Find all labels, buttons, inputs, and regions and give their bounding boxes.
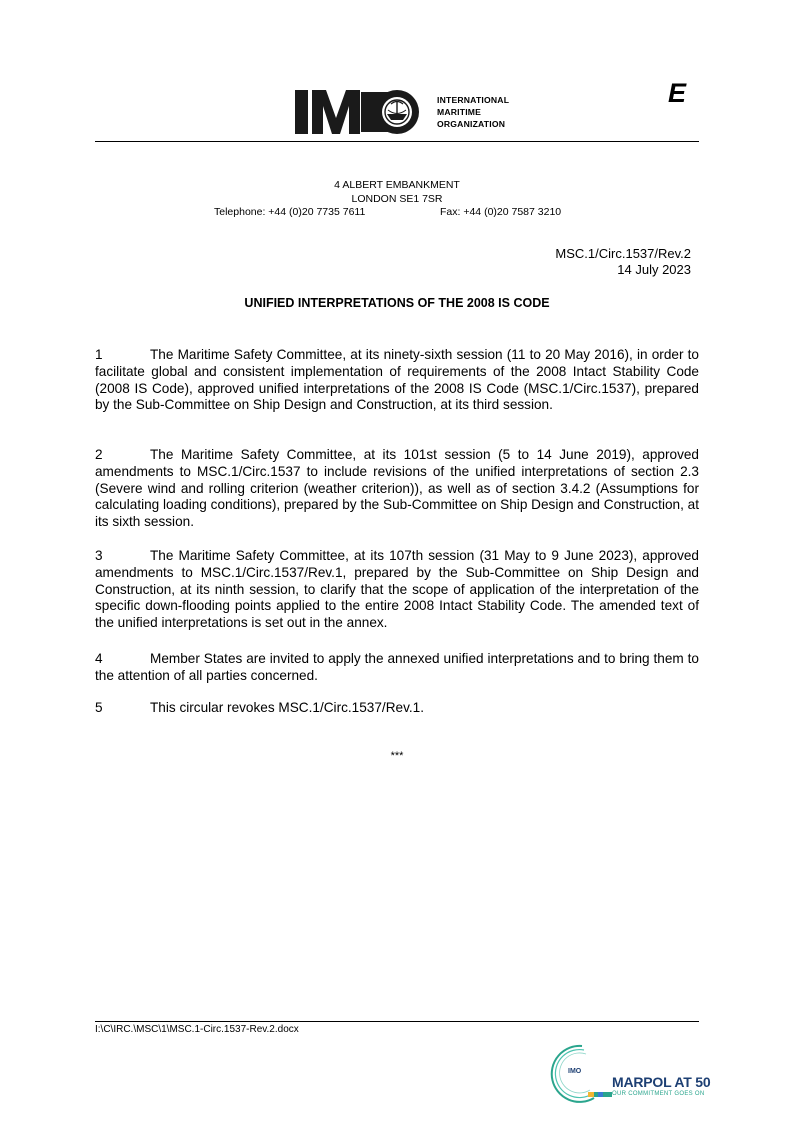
paragraph-1 (95, 347, 699, 414)
marpol-at-50-badge (548, 1040, 711, 1106)
paragraph-text: The Maritime Safety Committee, at its 101st session (5 to 14 June 2019), approved amendments to MSC.1/Circ.1537 to include revisions of the unified interpretations of section 2.3 (Severe wind and rolling criterion (weather criterion)), as well as of section 3.4.2 (Assumptions for calculating loading conditions), prepared by the Sub-Committee on Ship Design and Construction, at its sixth session. (95, 447, 699, 530)
paragraph-number: 1 (95, 347, 103, 362)
language-indicator: E (668, 78, 687, 108)
file-path: I:\C\IRC.\MSC\1\MSC.1-Circ.1537-Rev.2.docx (95, 1024, 299, 1035)
org-line-organization: ORGANIZATION (437, 119, 506, 129)
org-line-maritime: MARITIME (437, 107, 482, 117)
imo-logo-mark (295, 90, 435, 136)
org-line-international: INTERNATIONAL (437, 95, 510, 105)
paragraph-3 (95, 548, 699, 632)
paragraph-text: This circular revokes MSC.1/Circ.1537/Rev.1. (150, 700, 424, 715)
address-line1: 4 ALBERT EMBANKMENT (334, 179, 460, 191)
marpol-imo-mark: IMO (568, 1068, 582, 1075)
paragraph-5 (95, 700, 699, 717)
paragraph-text: The Maritime Safety Committee, at its ninety-sixth session (11 to 20 May 2016), in order to facilitate global and consistent implementation of requirements of the 2008 Intact Stability Code (2008 IS Code), approved unified interpretations of the 2008 IS Code (MSC.1/Circ.1537), prepared by the Sub-Committee on Ship Design and Construction, at its third session. (95, 347, 699, 413)
paragraph-2 (95, 447, 699, 531)
paragraph-number: 5 (95, 700, 103, 715)
paragraph-number: 3 (95, 548, 103, 563)
imo-logo (295, 90, 535, 136)
address-line2: LONDON SE1 7SR (351, 193, 443, 205)
document-reference (555, 246, 691, 278)
fax: Fax: +44 (0)20 7587 3210 (440, 206, 562, 218)
document-date: 14 July 2023 (617, 262, 691, 277)
document-number: MSC.1/Circ.1537/Rev.2 (555, 246, 691, 261)
paragraph-number: 2 (95, 447, 103, 462)
header-divider (95, 141, 699, 142)
paragraph-text: The Maritime Safety Committee, at its 107th session (31 May to 9 June 2023), approved amendments to MSC.1/Circ.1537/Rev.1, prepared by the Sub-Committee on Ship Design and Construction, at its ninth session, to clarify that the scope of application of the interpretation of the specific down-flooding points applied to the entire 2008 Intact Stability Code. The amended text of the unified interpretations is set out in the annex. (95, 548, 699, 631)
paragraph-text: Member States are invited to apply the annexed unified interpretations and to bring them to the attention of all parties concerned. (95, 651, 699, 683)
footer-divider (95, 1021, 699, 1022)
marpol-title: MARPOL AT 50 (612, 1074, 711, 1090)
section-separator: *** (390, 750, 404, 762)
organization-name (437, 94, 509, 130)
paragraph-number: 4 (95, 651, 103, 666)
paragraph-4 (95, 651, 699, 685)
marpol-subtitle: OUR COMMITMENT GOES ON (612, 1091, 705, 1097)
telephone: Telephone: +44 (0)20 7735 7611 (214, 206, 366, 218)
document-title: UNIFIED INTERPRETATIONS OF THE 2008 IS CODE (244, 296, 550, 310)
address-block (95, 178, 699, 206)
